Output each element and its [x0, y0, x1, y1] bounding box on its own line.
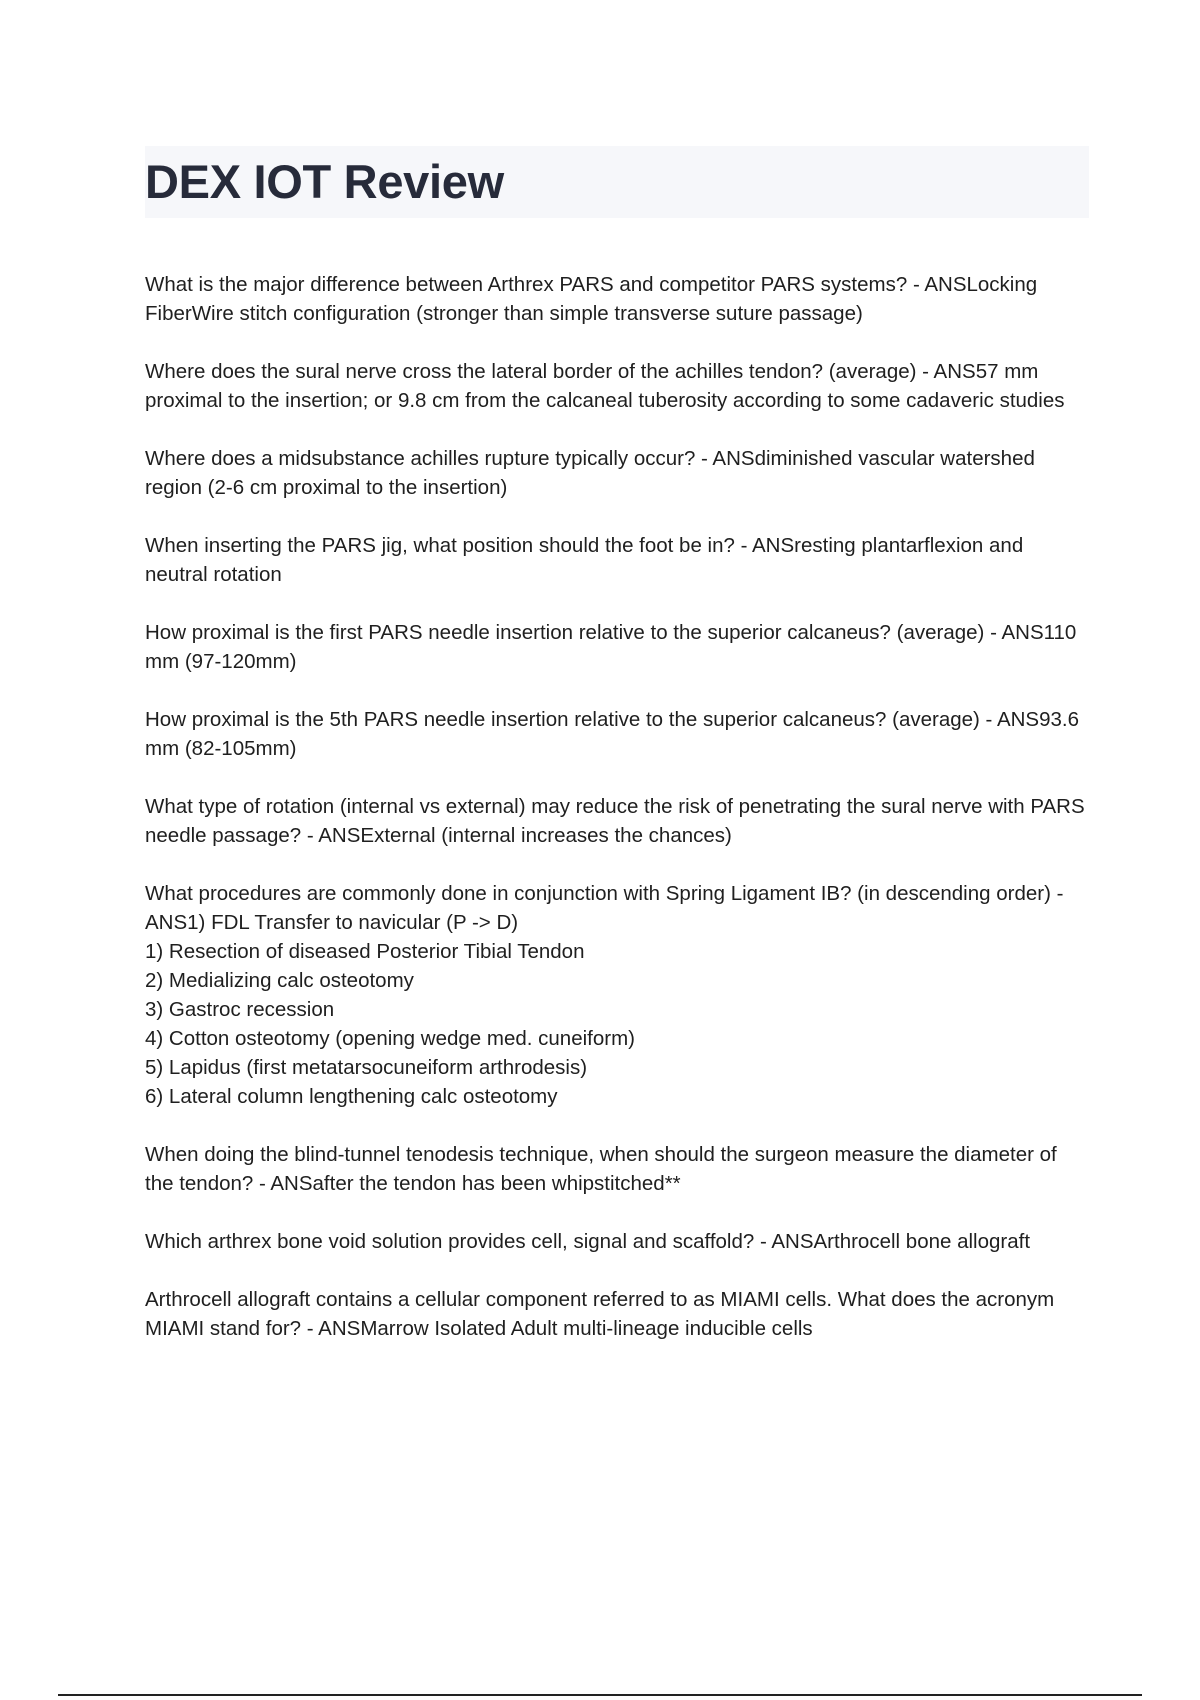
qa-item: Which arthrex bone void solution provides cell, signal and scaffold? - ANSArthrocell bone allograft: [145, 1230, 1031, 1253]
qa-item: Where does a midsubstance achilles rupture typically occur? - ANSdiminished vascular watershed region (2-6 cm proximal to the insertion): [145, 447, 1035, 499]
qa-item: What type of rotation (internal vs external) may reduce the risk of penetrating the sural nerve with PARS needle passage? - ANSExternal (internal increases the chances): [145, 795, 1085, 847]
qa-item: What procedures are commonly done in conjunction with Spring Ligament IB? (in descending order) - ANS1) FDL Transfer to navicular (P -> D) 1) Resection of diseased Posterior Tibial Tendon 2) Medializing calc osteotomy 3) Gastroc recession 4) Cotton osteotomy (opening wedge med. cuneiform) 5) Lapidus (first metatarsocuneiform arthrodesis) 6) Lateral column lengthening calc osteotomy: [145, 882, 1064, 1108]
qa-item: When inserting the PARS jig, what position should the foot be in? - ANSresting plantarflexion and neutral rotation: [145, 534, 1024, 586]
title-band: [145, 146, 1089, 218]
qa-item: Where does the sural nerve cross the lateral border of the achilles tendon? (average) - ANS57 mm proximal to the insertion; or 9.8 cm from the calcaneal tuberosity according to some cadaveric studies: [145, 360, 1065, 412]
qa-item: Arthrocell allograft contains a cellular component referred to as MIAMI cells. What does the acronym MIAMI stand for? - ANSMarrow Isolated Adult multi-lineage inducible cells: [145, 1288, 1055, 1340]
qa-list: [145, 270, 1089, 1372]
qa-item: How proximal is the first PARS needle insertion relative to the superior calcaneus? (average) - ANS110 mm (97-120mm): [145, 621, 1077, 673]
footer-divider: [58, 1694, 1142, 1696]
qa-item: When doing the blind-tunnel tenodesis technique, when should the surgeon measure the diameter of the tendon? - ANSafter the tendon has been whipstitched**: [145, 1143, 1057, 1195]
document-title: DEX IOT Review: [145, 155, 504, 208]
qa-item: What is the major difference between Arthrex PARS and competitor PARS systems? - ANSLocking FiberWire stitch configuration (stronger than simple transverse suture passage): [145, 273, 1038, 325]
qa-item: How proximal is the 5th PARS needle insertion relative to the superior calcaneus? (average) - ANS93.6 mm (82-105mm): [145, 708, 1079, 760]
